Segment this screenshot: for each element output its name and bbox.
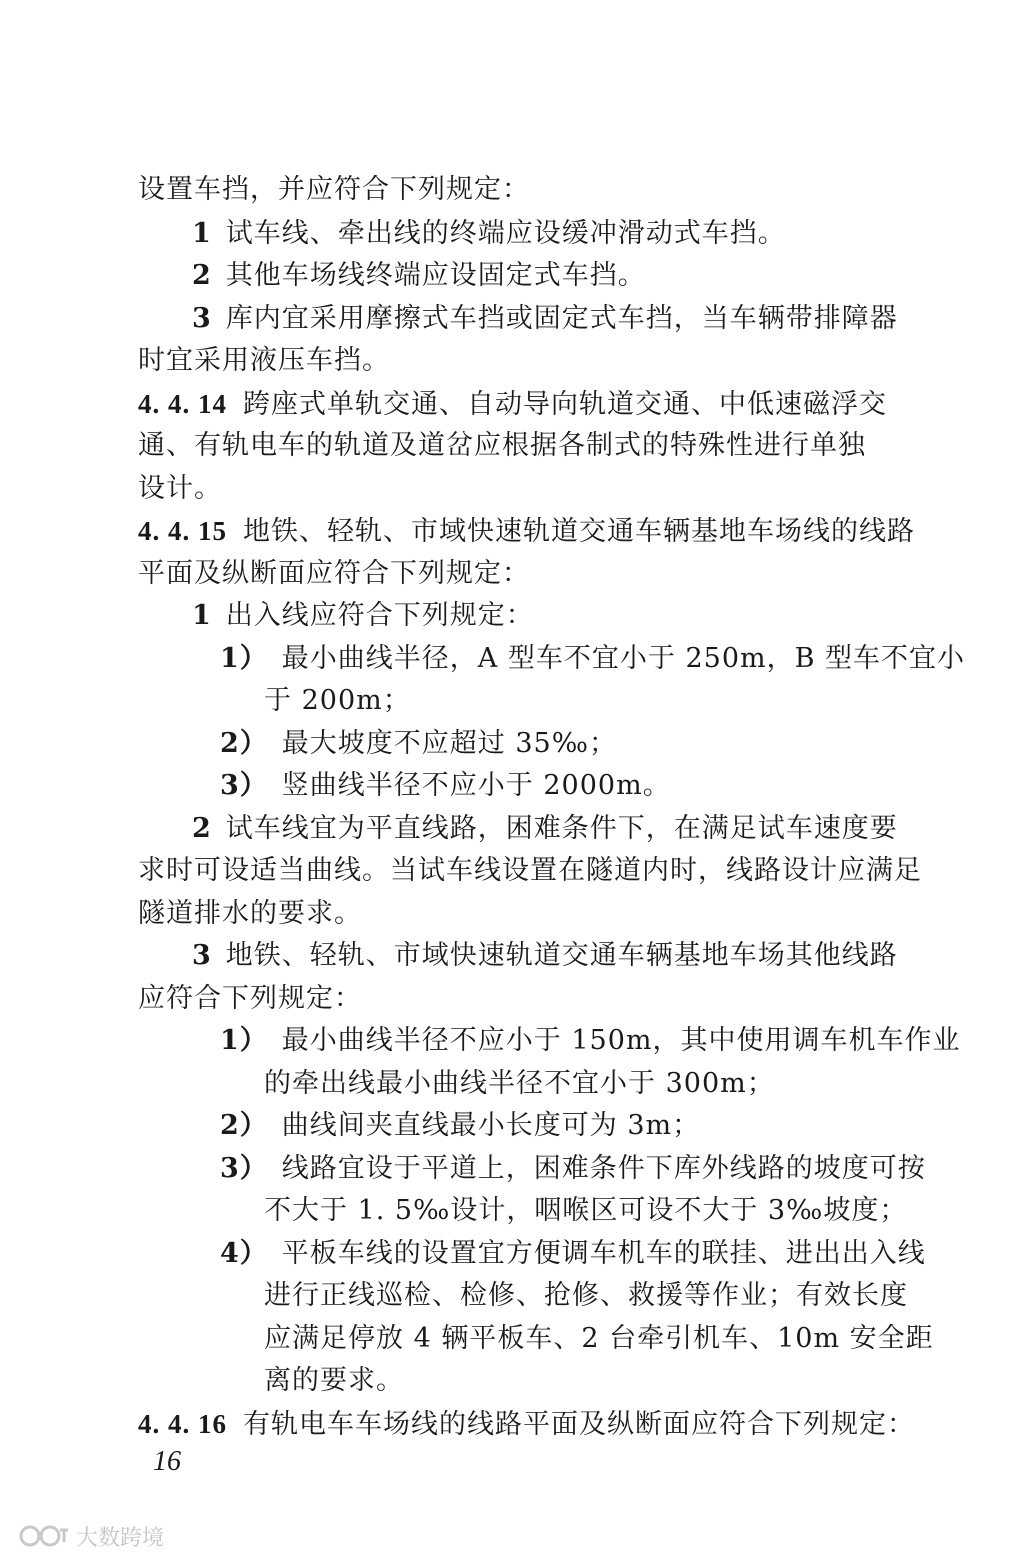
line-text: 跨座式单轨交通、自动导向轨道交通、中低速磁浮交 [243, 389, 887, 420]
line-text: 试车线、牵出线的终端应设缓冲滑动式车挡。 [225, 218, 786, 249]
text-line [264, 1276, 908, 1316]
line-text: 最小曲线半径不应小于 150m，其中使用调车机车作业 [281, 1025, 961, 1056]
line-text: 平面及纵断面应符合下列规定： [138, 558, 530, 589]
watermark [16, 1520, 164, 1552]
line-text: 库内宜采用摩擦式车挡或固定式车挡，当车辆带排障器 [225, 303, 898, 334]
clause-line [138, 1404, 915, 1445]
item-number: 3 [192, 940, 212, 971]
item-number: 3） [220, 1153, 268, 1184]
list-item [192, 809, 898, 849]
text-line [264, 1319, 934, 1359]
line-text: 求时可设适当曲线。当试车线设置在隧道内时，线路设计应满足 [138, 855, 922, 886]
text-line [138, 851, 922, 891]
line-text: 最大坡度不应超过 35‰； [281, 728, 617, 759]
item-number: 3 [192, 303, 212, 334]
list-item [192, 299, 898, 339]
text-line [138, 894, 362, 934]
item-number: 2 [192, 813, 212, 844]
line-text: 通、有轨电车的轨道及道岔应根据各制式的特殊性进行单独 [138, 430, 866, 461]
sub-list-item [220, 1234, 926, 1274]
item-number: 2） [220, 1110, 268, 1141]
watermark-text: 大数跨境 [76, 1525, 165, 1551]
item-number: 1 [192, 600, 212, 631]
line-text: 进行正线巡检、检修、抢修、救援等作业；有效长度 [264, 1280, 908, 1311]
sub-list-item [220, 724, 617, 764]
line-text: 有轨电车车场线的线路平面及纵断面应符合下列规定： [243, 1409, 915, 1440]
list-item [192, 936, 898, 976]
list-item [192, 596, 534, 636]
sub-list-item [220, 1021, 961, 1061]
text-line [264, 1191, 907, 1231]
line-text: 平板车线的设置宜方便调车机车的联挂、进出出入线 [281, 1238, 926, 1269]
text-line [138, 979, 362, 1019]
sub-list-item [220, 1106, 700, 1146]
line-text: 的牵出线最小曲线半径不宜小于 300m； [264, 1068, 775, 1099]
list-item [192, 256, 646, 296]
clause-number: 4. 4. 15 [138, 516, 227, 546]
text-line [138, 170, 530, 210]
line-text: 时宜采用液压车挡。 [138, 345, 390, 376]
watermark-logo-icon [16, 1522, 72, 1550]
clause-number: 4. 4. 14 [138, 389, 227, 419]
clause-number: 4. 4. 16 [138, 1409, 227, 1439]
line-text: 地铁、轻轨、市域快速轨道交通车辆基地车场其他线路 [225, 940, 898, 971]
sub-list-item [220, 766, 671, 806]
line-text: 隧道排水的要求。 [138, 898, 362, 929]
line-text: 最小曲线半径，A 型车不宜小于 250m，B 型车不宜小 [281, 643, 966, 674]
text-line [138, 426, 866, 466]
text-line [138, 554, 530, 594]
list-item [192, 214, 786, 254]
text-line [264, 1064, 775, 1104]
line-text: 竖曲线半径不应小于 2000m。 [281, 770, 671, 801]
sub-list-item [220, 639, 965, 679]
line-text: 设计。 [138, 473, 222, 504]
item-number: 1） [220, 643, 268, 674]
text-line [138, 341, 390, 381]
item-number: 4） [220, 1238, 268, 1269]
line-text: 试车线宜为平直线路，困难条件下，在满足试车速度要 [225, 813, 898, 844]
clause-line [138, 384, 887, 425]
clause-line [138, 511, 915, 552]
line-text: 出入线应符合下列规定： [225, 600, 534, 631]
sub-list-item [220, 1149, 926, 1189]
line-text: 应符合下列规定： [138, 983, 362, 1014]
line-text: 离的要求。 [264, 1365, 404, 1396]
item-number: 2） [220, 728, 268, 759]
line-text: 设置车挡，并应符合下列规定： [138, 174, 530, 205]
line-text: 曲线间夹直线最小长度可为 3m； [281, 1110, 701, 1141]
line-text: 其他车场线终端应设固定式车挡。 [225, 260, 646, 291]
text-line [264, 1361, 404, 1401]
item-number: 2 [192, 260, 212, 291]
text-line [264, 681, 411, 721]
line-text: 地铁、轻轨、市域快速轨道交通车辆基地车场线的线路 [243, 516, 915, 547]
text-line [138, 469, 222, 509]
line-text: 线路宜设于平道上，困难条件下库外线路的坡度可按 [281, 1153, 926, 1184]
line-text: 不大于 1. 5‰设计，咽喉区可设不大于 3‰坡度； [264, 1195, 908, 1226]
item-number: 1） [220, 1025, 268, 1056]
line-text: 应满足停放 4 辆平板车、2 台牵引机车、10m 安全距 [264, 1323, 934, 1354]
item-number: 3） [220, 770, 268, 801]
line-text: 于 200m； [264, 685, 411, 716]
item-number: 1 [192, 218, 212, 249]
page-number: 16 [153, 1446, 181, 1477]
